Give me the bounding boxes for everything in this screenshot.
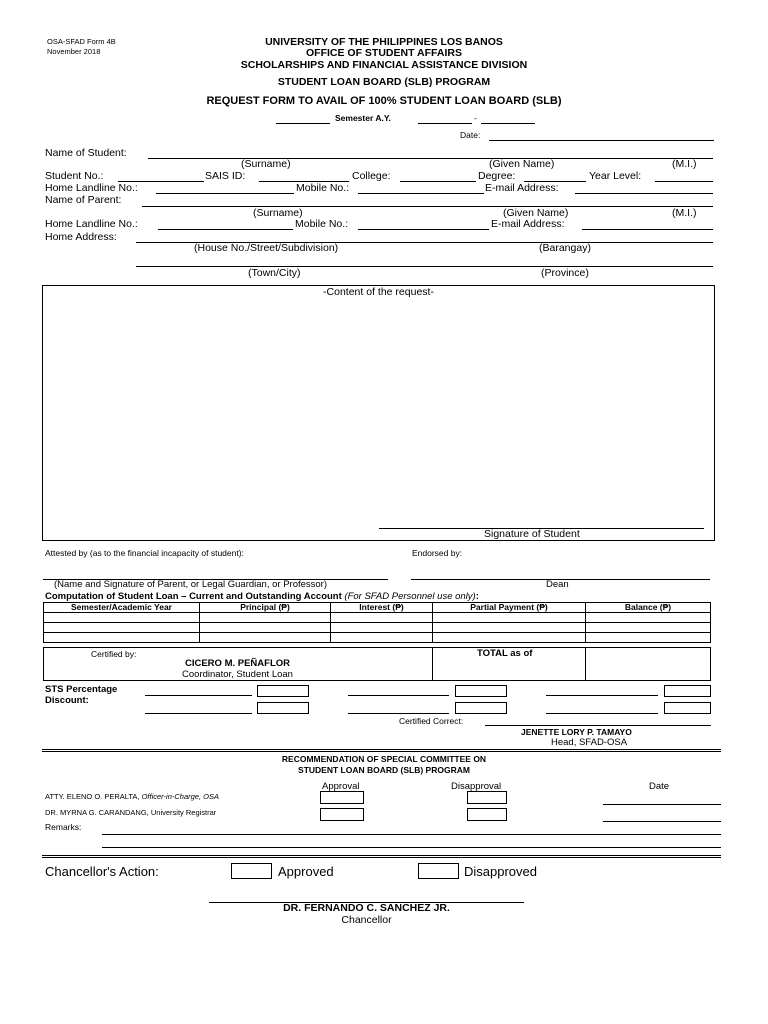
sts-field-1a[interactable] bbox=[145, 695, 252, 696]
coordinator-title: Coordinator, Student Loan bbox=[182, 669, 293, 680]
student-mobile-field[interactable] bbox=[358, 193, 484, 194]
sts-box-1b[interactable] bbox=[257, 702, 309, 714]
sts-box-2b[interactable] bbox=[455, 702, 507, 714]
disapproved-label: Disapproved bbox=[464, 864, 537, 879]
sts-box-1a[interactable] bbox=[257, 685, 309, 697]
total-as-of-label: TOTAL as of bbox=[477, 648, 533, 659]
student-signature-caption: Signature of Student bbox=[484, 528, 580, 540]
division-name: SCHOLARSHIPS AND FINANCIAL ASSISTANCE DIVISION bbox=[240, 59, 528, 71]
member1-role: Officer-in-Charge, OSA bbox=[141, 792, 219, 801]
sais-id-label: SAIS ID: bbox=[205, 170, 246, 182]
sts-label-2: Discount: bbox=[45, 695, 89, 706]
ay-end-field[interactable] bbox=[481, 123, 535, 124]
certified-correct-line[interactable] bbox=[485, 725, 711, 726]
approval-header: Approval bbox=[322, 781, 360, 792]
member2-disapproval-box[interactable] bbox=[467, 808, 507, 821]
home-address-label: Home Address: bbox=[45, 231, 117, 243]
table-row[interactable] bbox=[44, 633, 711, 643]
endorsed-label: Endorsed by: bbox=[412, 548, 463, 558]
member1 bbox=[45, 792, 219, 801]
home-address-field-2[interactable] bbox=[136, 266, 713, 267]
student-landline-label: Home Landline No.: bbox=[45, 182, 138, 194]
separator-line-2 bbox=[42, 855, 721, 856]
date-field[interactable] bbox=[489, 140, 714, 141]
member2-date-field[interactable] bbox=[603, 821, 721, 822]
form-code: OSA-SFAD Form 4B bbox=[47, 37, 116, 46]
col-partial-payment: Partial Payment (₱) bbox=[433, 603, 586, 613]
office-name: OFFICE OF STUDENT AFFAIRS bbox=[306, 47, 462, 59]
sts-field-3a[interactable] bbox=[546, 695, 658, 696]
approved-label: Approved bbox=[278, 864, 334, 879]
province-caption: (Province) bbox=[541, 267, 589, 279]
parent-mobile-label: Mobile No.: bbox=[295, 218, 349, 230]
member1-approval-box[interactable] bbox=[320, 791, 364, 804]
parent-landline-field[interactable] bbox=[158, 229, 293, 230]
chancellor-title: Chancellor bbox=[341, 914, 392, 926]
member2 bbox=[45, 808, 216, 817]
parent-landline-label: Home Landline No.: bbox=[45, 218, 138, 230]
student-email-field[interactable] bbox=[575, 193, 713, 194]
house-caption: (House No./Street/Subdivision) bbox=[194, 242, 339, 254]
college-label: College: bbox=[352, 170, 391, 182]
student-mi-caption: (M.I.) bbox=[672, 158, 697, 170]
sts-label-1: STS Percentage bbox=[45, 684, 118, 695]
student-name-label: Name of Student: bbox=[45, 147, 127, 159]
committee-title-2: STUDENT LOAN BOARD (SLB) PROGRAM bbox=[298, 765, 470, 775]
town-caption: (Town/City) bbox=[248, 267, 301, 279]
degree-label: Degree: bbox=[478, 170, 516, 182]
student-given-name-caption: (Given Name) bbox=[489, 158, 555, 170]
sts-box-3a[interactable] bbox=[664, 685, 711, 697]
parent-email-field[interactable] bbox=[582, 229, 713, 230]
disapproved-checkbox[interactable] bbox=[418, 863, 459, 879]
committee-title-1: RECOMMENDATION OF SPECIAL COMMITTEE ON bbox=[281, 754, 487, 764]
col-principal: Principal (₱) bbox=[200, 603, 331, 613]
member2-approval-box[interactable] bbox=[320, 808, 364, 821]
request-content-label: -Content of the request- bbox=[323, 286, 434, 298]
student-name-field[interactable] bbox=[148, 158, 713, 159]
student-surname-caption: (Surname) bbox=[241, 158, 291, 170]
chancellor-action-label: Chancellor's Action: bbox=[45, 864, 159, 879]
head-title: Head, SFAD-OSA bbox=[551, 737, 628, 748]
col-semester: Semester/Academic Year bbox=[44, 603, 200, 613]
ay-start-field[interactable] bbox=[418, 123, 472, 124]
parent-mi-caption: (M.I.) bbox=[672, 207, 697, 219]
year-level-label: Year Level: bbox=[589, 170, 642, 182]
sts-field-3b[interactable] bbox=[546, 713, 658, 714]
college-field[interactable] bbox=[400, 181, 476, 182]
parent-mobile-field[interactable] bbox=[358, 229, 489, 230]
head-name: JENETTE LORY P. TAMAYO bbox=[521, 727, 632, 737]
member2-name: DR. MYRNA G. CARANDANG, bbox=[45, 808, 149, 817]
date-label: Date: bbox=[460, 130, 481, 140]
col-interest: Interest (₱) bbox=[331, 603, 433, 613]
semester-label: Semester A.Y. bbox=[335, 113, 391, 123]
parent-surname-caption: (Surname) bbox=[253, 207, 303, 219]
member1-disapproval-box[interactable] bbox=[467, 791, 507, 804]
date-header: Date bbox=[649, 781, 670, 792]
col-balance: Balance (₱) bbox=[586, 603, 711, 613]
parent-given-name-caption: (Given Name) bbox=[503, 207, 569, 219]
loan-computation-table bbox=[43, 602, 711, 643]
certified-correct-label: Certified Correct: bbox=[399, 716, 464, 726]
ay-dash: - bbox=[474, 113, 477, 123]
approved-checkbox[interactable] bbox=[231, 863, 272, 879]
table-row[interactable] bbox=[44, 613, 711, 623]
member2-role: University Registrar bbox=[150, 808, 217, 817]
chancellor-name: DR. FERNANDO C. SANCHEZ JR. bbox=[283, 902, 450, 914]
semester-field[interactable] bbox=[276, 123, 330, 124]
member1-name: ATTY. ELENO O. PERALTA, bbox=[45, 792, 140, 801]
separator-line bbox=[42, 749, 721, 750]
member1-date-field[interactable] bbox=[603, 804, 721, 805]
barangay-caption: (Barangay) bbox=[539, 242, 591, 254]
university-name: UNIVERSITY OF THE PHILIPPINES LOS BANOS bbox=[265, 36, 503, 48]
program-name: STUDENT LOAN BOARD (SLB) PROGRAM bbox=[277, 76, 491, 88]
disapproval-header: Disapproval bbox=[451, 781, 502, 792]
parent-signature-caption: (Name and Signature of Parent, or Legal Guardian, or Professor) bbox=[54, 579, 328, 590]
computation-note: (For SFAD Personnel use only) bbox=[344, 591, 476, 602]
student-email-label: E-mail Address: bbox=[485, 182, 559, 194]
coordinator-name: CICERO M. PEÑAFLOR bbox=[184, 658, 291, 669]
form-title: REQUEST FORM TO AVAIL OF 100% STUDENT LOAN BOARD (SLB) bbox=[206, 95, 562, 107]
student-landline-field[interactable] bbox=[156, 193, 294, 194]
parent-email-label: E-mail Address: bbox=[491, 218, 565, 230]
remarks-field-2[interactable] bbox=[102, 847, 721, 848]
remarks-field-1[interactable] bbox=[102, 834, 721, 835]
dean-caption: Dean bbox=[546, 579, 569, 590]
request-content-box[interactable] bbox=[42, 285, 715, 541]
year-level-field[interactable] bbox=[655, 181, 713, 182]
student-mobile-label: Mobile No.: bbox=[296, 182, 350, 194]
remarks-label: Remarks: bbox=[45, 822, 82, 832]
sts-box-2a[interactable] bbox=[455, 685, 507, 697]
parent-name-label: Name of Parent: bbox=[45, 194, 122, 206]
attested-label: Attested by (as to the financial incapacity of student): bbox=[45, 548, 244, 558]
table-header-row bbox=[44, 603, 711, 613]
computation-title: Computation of Student Loan – Current and Outstanding Account bbox=[45, 591, 342, 602]
parent-name-field[interactable] bbox=[142, 206, 713, 207]
table-row[interactable] bbox=[44, 623, 711, 633]
form-date: November 2018 bbox=[47, 47, 101, 56]
sts-field-2b[interactable] bbox=[348, 713, 449, 714]
sts-field-2a[interactable] bbox=[348, 695, 449, 696]
computation-colon: : bbox=[475, 591, 479, 602]
certified-by-label: Certified by: bbox=[91, 649, 137, 659]
sts-box-3b[interactable] bbox=[664, 702, 711, 714]
student-no-label: Student No.: bbox=[45, 170, 104, 182]
sts-field-1b[interactable] bbox=[145, 713, 252, 714]
